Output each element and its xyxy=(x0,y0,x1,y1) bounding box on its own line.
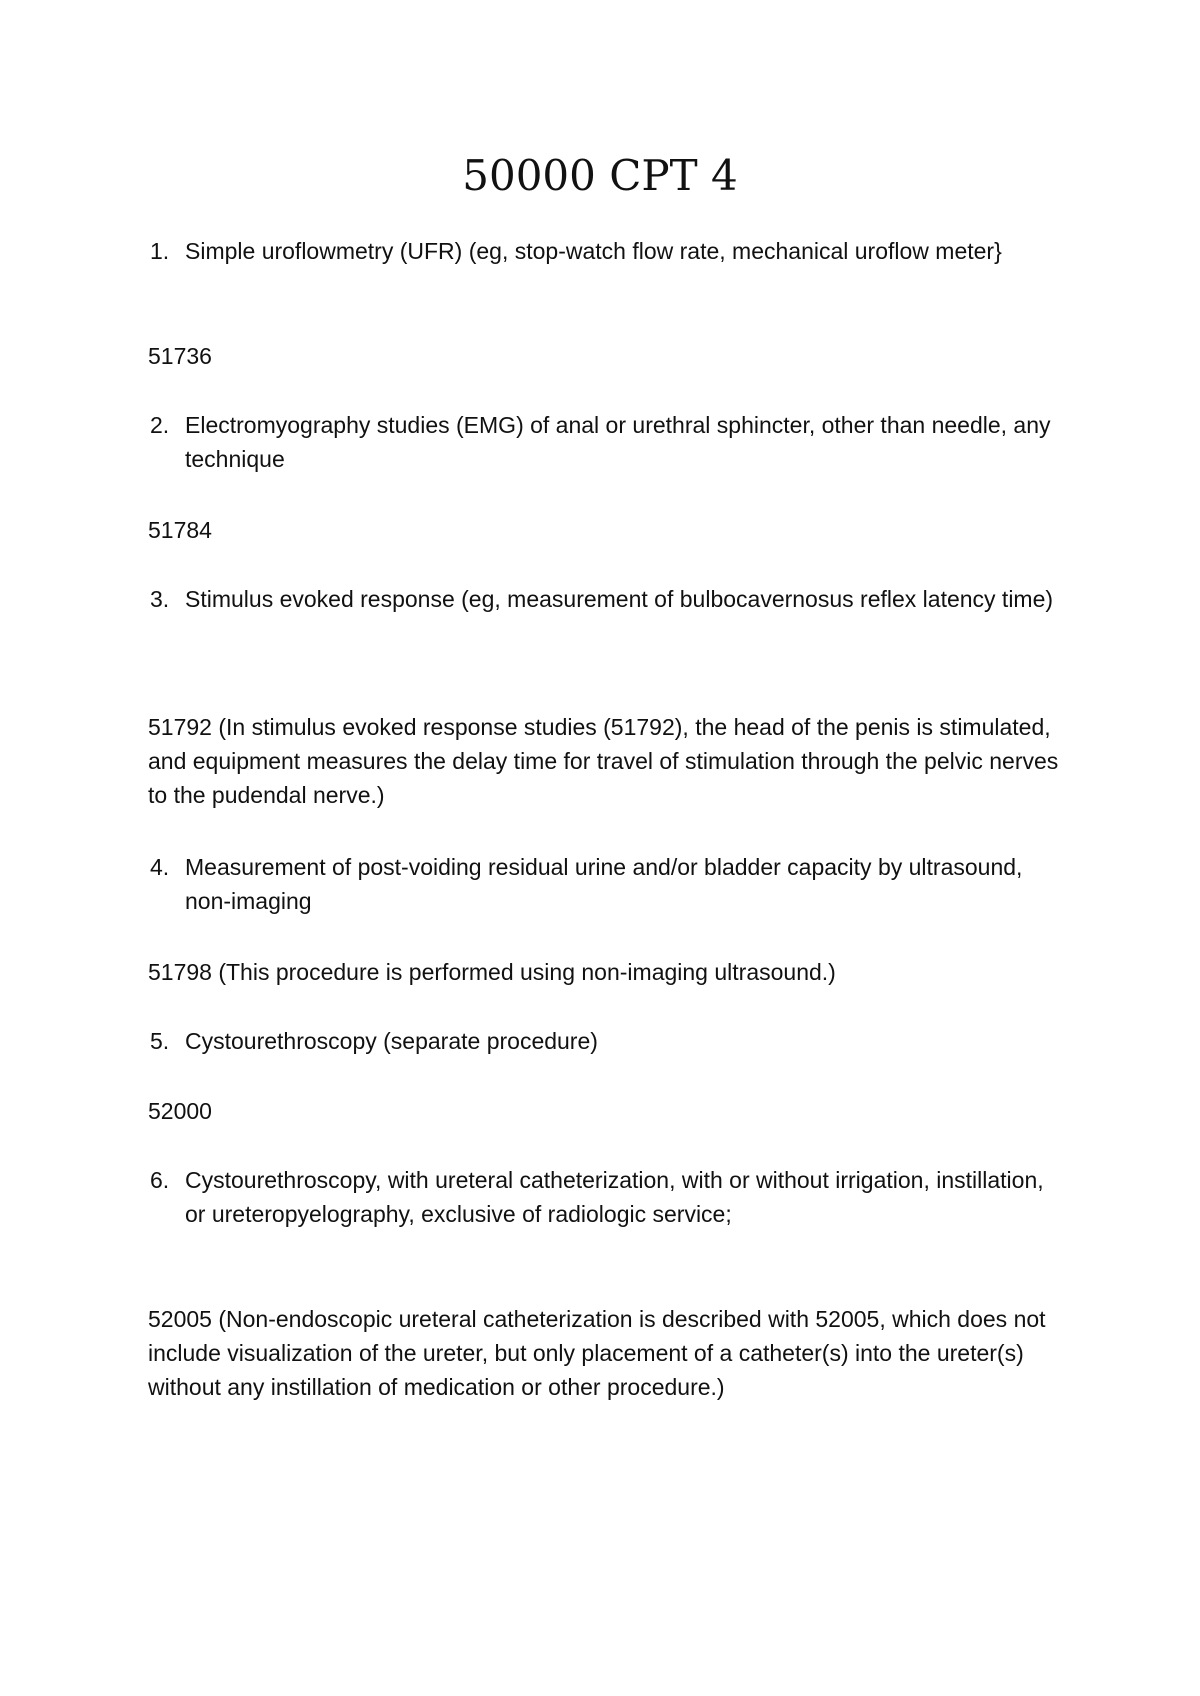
list-item-number: 5. xyxy=(150,1028,170,1054)
list-item-text: Simple uroflowmetry (UFR) (eg, stop-watch flow rate, mechanical uroflow meter} xyxy=(185,238,1002,264)
list-item-3 xyxy=(150,582,1065,616)
list-item-text: Cystourethroscopy (separate procedure) xyxy=(185,1028,598,1054)
list-item-number: 2. xyxy=(150,412,170,438)
list-item-text: Measurement of post-voiding residual urine and/or bladder capacity by ultrasound, non-imaging xyxy=(185,854,1023,914)
code-paragraph-3: 51792 (In stimulus evoked response studies (51792), the head of the penis is stimulated, and equipment measures the delay time for travel of stimulation through the pelvic nerves to the pudendal nerve.) xyxy=(148,714,1059,808)
list-item-text: Electromyography studies (EMG) of anal or urethral sphincter, other than needle, any technique xyxy=(185,412,1051,472)
code-paragraph-1: 51736 xyxy=(148,343,212,369)
list-item-number: 3. xyxy=(150,586,170,612)
code-paragraph-5: 52000 xyxy=(148,1098,212,1124)
list-item-2 xyxy=(150,408,1065,476)
list-item-6 xyxy=(150,1163,1065,1231)
page-title: 50000 CPT 4 xyxy=(462,151,738,200)
code-paragraph-2: 51784 xyxy=(148,517,212,543)
list-item-4 xyxy=(150,850,1065,918)
list-item-text: Cystourethroscopy, with ureteral catheterization, with or without irrigation, instillation, or ureteropyelography, exclusive of radiologic service; xyxy=(185,1167,1044,1227)
list-item-number: 1. xyxy=(150,238,170,264)
list-item-text: Stimulus evoked response (eg, measurement of bulbocavernosus reflex latency time) xyxy=(185,586,1054,612)
list-item-number: 6. xyxy=(150,1167,170,1193)
code-paragraph-6: 52005 (Non-endoscopic ureteral catheterization is described with 52005, which does not include visualization of the ureter, but only placement of a catheter(s) into the ureter(s) without any instillation of medication or other procedure.) xyxy=(148,1306,1046,1400)
list-item-1 xyxy=(150,234,1065,268)
code-paragraph-4: 51798 (This procedure is performed using non-imaging ultrasound.) xyxy=(148,959,836,985)
list-item-number: 4. xyxy=(150,854,170,880)
list-item-5 xyxy=(150,1024,1065,1058)
